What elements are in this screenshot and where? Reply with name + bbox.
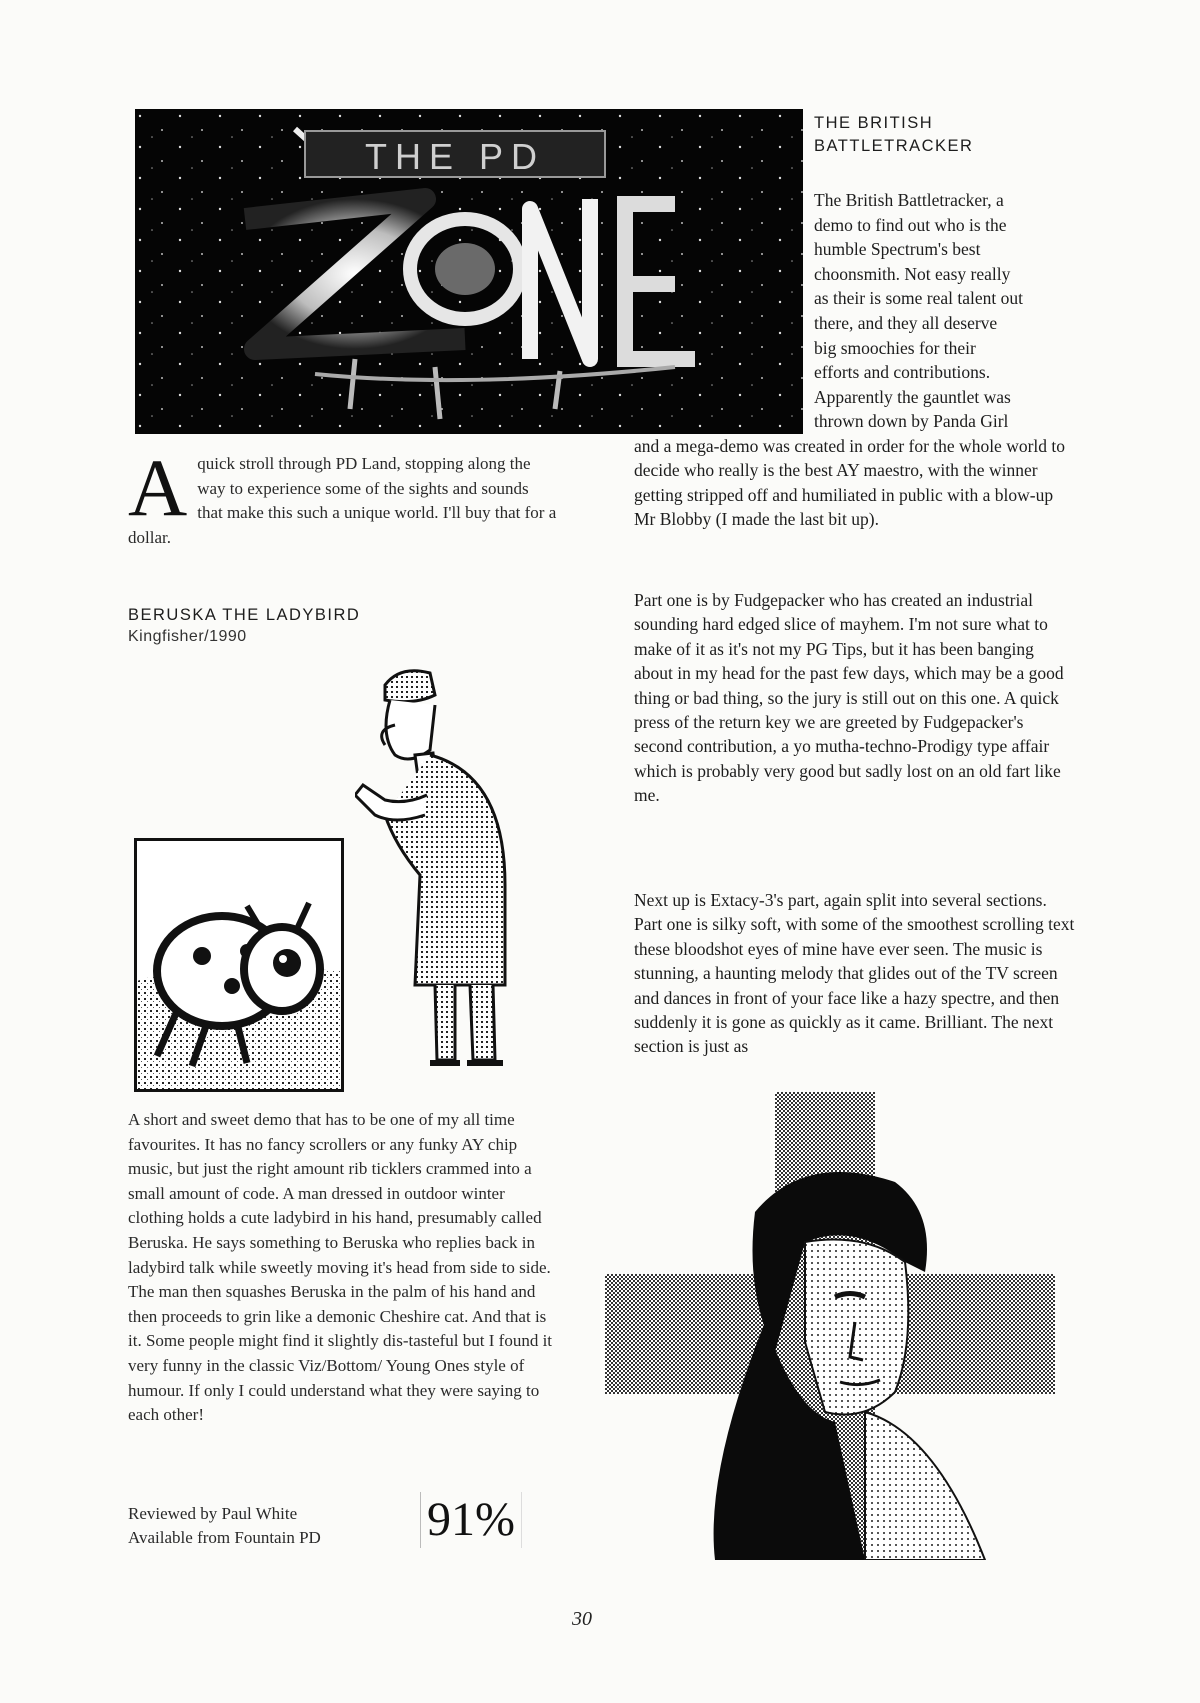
man-figure-art [355, 665, 545, 1075]
battletracker-heading [814, 112, 1074, 158]
beruska-review-paragraph: A short and sweet demo that has to be one of my all time favourites. It has no fancy scrollers or any funky AY chip music, but just the right amount rib ticklers crammed into a small amount of code. A man dressed in outdoor winter clothing holds a cute ladybird in his hand, presumably called Beruska. He says something to Beruska who replies back in ladybird talk while sweetly moving it's head from side to side. The man then squashes Beruska in the palm of his hand and then proceeds to grin like a demonic Cheshire cat. And that is it. Some people might find it slightly dis-tasteful but I found it very funny in the classic Viz/Bottom/ Young Ones style of humour. If only I could understand what they were saying to each other! [128, 1110, 553, 1425]
intro-paragraph [128, 442, 558, 550]
intro-text: quick stroll through PD Land, stopping along the way to experience some of the sights and sounds that make this such a unique world. I'll buy that for a dollar. [128, 454, 557, 547]
available-from: Available from Fountain PD [128, 1528, 321, 1547]
text-line: thrown down by Panda Girl [814, 411, 1009, 432]
beruska-subheading: Kingfisher/1990 [128, 628, 247, 645]
cross-portrait-svg [605, 1092, 1055, 1560]
text-line: choonsmith. Not easy really [814, 263, 1011, 284]
text-line: demo to find out who is the [814, 214, 1007, 235]
pd-zone-logo-art [135, 109, 803, 434]
pd-zone-logo-image [135, 109, 803, 434]
text-line: humble Spectrum's best [814, 239, 981, 260]
svg-text:THE PD: THE PD [364, 136, 546, 177]
review-score: 91% [420, 1492, 522, 1548]
beruska-heading: BERUSKA THE LADYBIRD [128, 606, 361, 624]
cross-portrait-art [605, 1092, 1055, 1560]
reviewed-by: Reviewed by Paul White [128, 1504, 298, 1523]
battletracker-heading-line2: BATTLETRACKER [814, 137, 974, 155]
review-credits [128, 1502, 321, 1550]
battletracker-paragraph-2: Part one is by Fudgepacker who has created an industrial sounding hard edged slice of mayhem. I'm not sure what to make of it as it's not my PG Tips, but it has been banging about in my head for the past few days, which may be a good thing or bad thing, so the jury is still out on this one. A quick press of the return key we are greeted by Fudgepacker's second contribution, a yo mutha-techno-Prodigy type affair which is probably very good but sadly lost on an old fart like me. [634, 590, 1064, 806]
text-line: The British Battletracker, a [814, 190, 1004, 210]
text-line: efforts and contributions. [814, 362, 991, 383]
battletracker-paragraph-1-continuation: and a mega-demo was created in order for the whole world to decide who really is the best AY maestro, with the winner getting stripped off and humiliated in public with a blow-up Mr Blobby (I made the last bit up). [634, 436, 1066, 530]
ladybird-art [137, 841, 341, 1089]
text-line: big smoochies for their [814, 337, 976, 358]
text-line: as their is some real talent out [814, 288, 1023, 309]
drop-cap: A [128, 442, 188, 533]
page-number: 30 [572, 1608, 592, 1630]
man-in-winter-coat-art [355, 665, 545, 1075]
battletracker-narrow-column [814, 188, 1074, 434]
text-line: Apparently the gauntlet was [814, 386, 1011, 407]
battletracker-paragraph-3: Next up is Extacy-3's part, again split into several sections. Part one is silky soft, with some of the smoothest scrolling text these bloodshot eyes of mine have ever seen. The music is stunning, a haunting melody that glides out of the TV screen and dances in front of your face like a hazy spectre, and then suddenly it is gone as quickly as it came. Brilliant. The next section is just as [634, 890, 1075, 1057]
battletracker-heading-line1: THE BRITISH [814, 114, 934, 132]
text-line: there, and they all deserve [814, 312, 998, 333]
ladybird-screenshot [134, 838, 344, 1092]
